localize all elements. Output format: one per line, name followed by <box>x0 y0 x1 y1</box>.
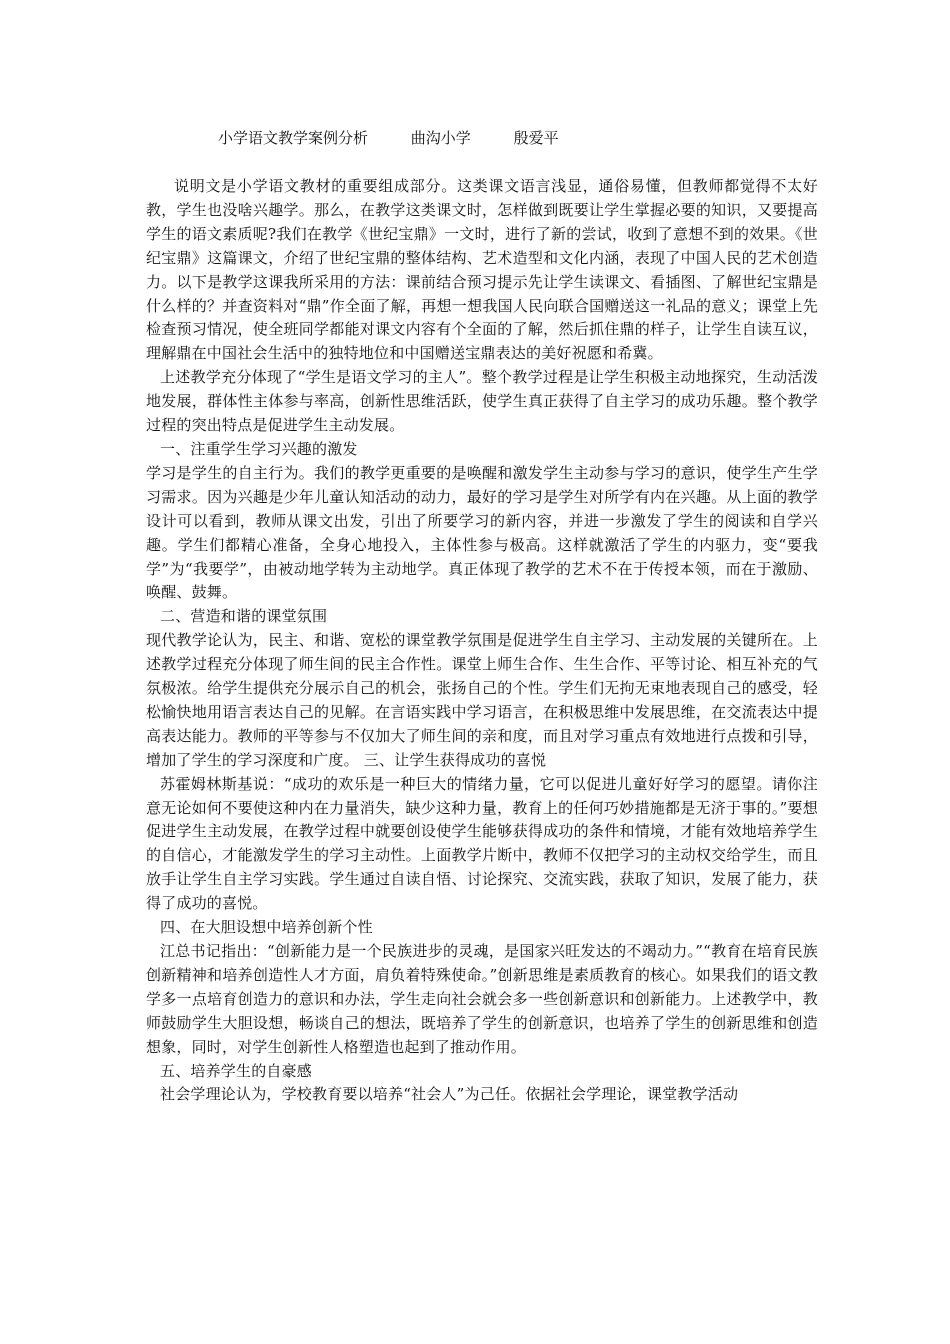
section-heading-1: 一、注重学生学习兴趣的激发 <box>160 439 358 458</box>
document-title: 小学语文教学案例分析 <box>218 129 369 147</box>
section-heading-5: 五、培养学生的自豪感 <box>160 1061 313 1080</box>
section-heading-4: 四、在大胆设想中培养创新个性 <box>160 918 373 937</box>
document-body <box>146 175 818 1107</box>
paragraph-section-3: 苏霍姆林斯基说：“成功的欢乐是一种巨大的情绪力量，它可以促进儿童好好学习的愿望。请你注意无论如何不要使这种内在力量消失，缺少这种力量，教育上的任何巧妙措施都是无济于事的。”要想促进学生主动发展，在教学过程中就要创设使学生能够获得成功的条件和情境，才能有效地培养学生的自信心，才能激发学生的学习主动性。上面教学片断中，教师不仅把学习的主动权交给学生，而且放手让学生自主学习实践。学生通过自读自悟、讨论探究、交流实践，获取了知识，发展了能力，获得了成功的喜悦。 <box>146 774 818 913</box>
paragraph-summary: 上述教学充分体现了“学生是语文学习的主人”。整个教学过程是让学生积极主动地探究，生动活泼地发展，群体性主体参与率高，创新性思维活跃，使学生真正获得了自主学习的成功乐趣。整个教学过程的突出特点是促进学生主动发展。 <box>146 368 818 435</box>
paragraph-section-4: 江总书记指出：“创新能力是一个民族进步的灵魂，是国家兴旺发达的不竭动力。”“教育在培育民族创新精神和培养创造性人才方面，肩负着特殊使命。”创新思维是素质教育的核心。如果我们的语文教学多一点培育创造力的意识和办法，学生走向社会就会多一些创新意识和创新能力。上述教学中，教师鼓励学生大胆设想，畅谈自己的想法，既培养了学生的创新意识，也培养了学生的创新思维和创造想象，同时，对学生创新性人格塑造也起到了推动作用。 <box>146 942 818 1056</box>
section-heading-2: 二、营造和谐的课堂氛围 <box>160 607 328 626</box>
paragraph-intro: 说明文是小学语文教材的重要组成部分。这类课文语言浅显，通俗易懂，但教师都觉得不太好教，学生也没啥兴趣学。那么，在教学这类课文时，怎样做到既要让学生掌握必要的知识，又要提高学生的语文素质呢?我们在教学《世纪宝鼎》一文时，进行了新的尝试，收到了意想不到的效果。《世纪宝鼎》这篇课文，介绍了世纪宝鼎的整体结构、艺术造型和文化内涵，表现了中国人民的艺术创造力。以下是教学这课我所采用的方法：课前结合预习提示先让学生读课文、看插图、了解世纪宝鼎是什么样的？并查资料对“鼎”作全面了解，再想一想我国人民向联合国赠送这一礼品的意义；课堂上先检查预习情况，使全班同学都能对课文内容有个全面的了解，然后抓住鼎的样子，让学生自读互议，理解鼎在中国社会生活中的独特地位和中国赠送宝鼎表达的美好祝愿和希冀。 <box>146 177 818 363</box>
paragraph-section-5: 社会学理论认为，学校教育要以培养“社会人”为己任。依据社会学理论，课堂教学活动 <box>160 1085 739 1104</box>
paragraph-section-1: 学习是学生的自主行为。我们的教学更重要的是唤醒和激发学生主动参与学习的意识，使学生产生学习需求。因为兴趣是少年儿童认知活动的动力，最好的学习是学生对所学有内在兴趣。从上面的教学设计可以看到，教师从课文出发，引出了所要学习的新内容，并进一步激发了学生的阅读和自学兴趣。学生们都精心准备，全身心地投入，主体性参与极高。这样就激活了学生的内驱力，变“要我学”为“我要学”，由被动地学转为主动地学。真正体现了教学的艺术不在于传授本领，而在于激励、唤醒、鼓舞。 <box>146 463 818 602</box>
school-name: 曲沟小学 <box>410 129 471 147</box>
author-name: 殷爱平 <box>513 129 559 147</box>
paragraph-section-2: 现代教学论认为，民主、和谐、宽松的课堂教学氛围是促进学生自主学习、主动发展的关键所在。上述教学过程充分体现了师生间的民主合作性。课堂上师生合作、生生合作、平等讨论、相互补充的气氛极浓。给学生提供充分展示自己的机会，张扬自己的个性。学生们无拘无束地表现自己的感受，轻松愉快地用语言表达自己的见解。在言语实践中学习语言，在积极思维中发展思维，在交流表达中提高表达能力。教师的平等参与不仅加大了师生间的亲和度，而且对学习重点有效地进行点拨和引导，增加了学生的学习深度和广度。 三、让学生获得成功的喜悦 <box>146 631 818 769</box>
document-title-line <box>218 127 778 149</box>
